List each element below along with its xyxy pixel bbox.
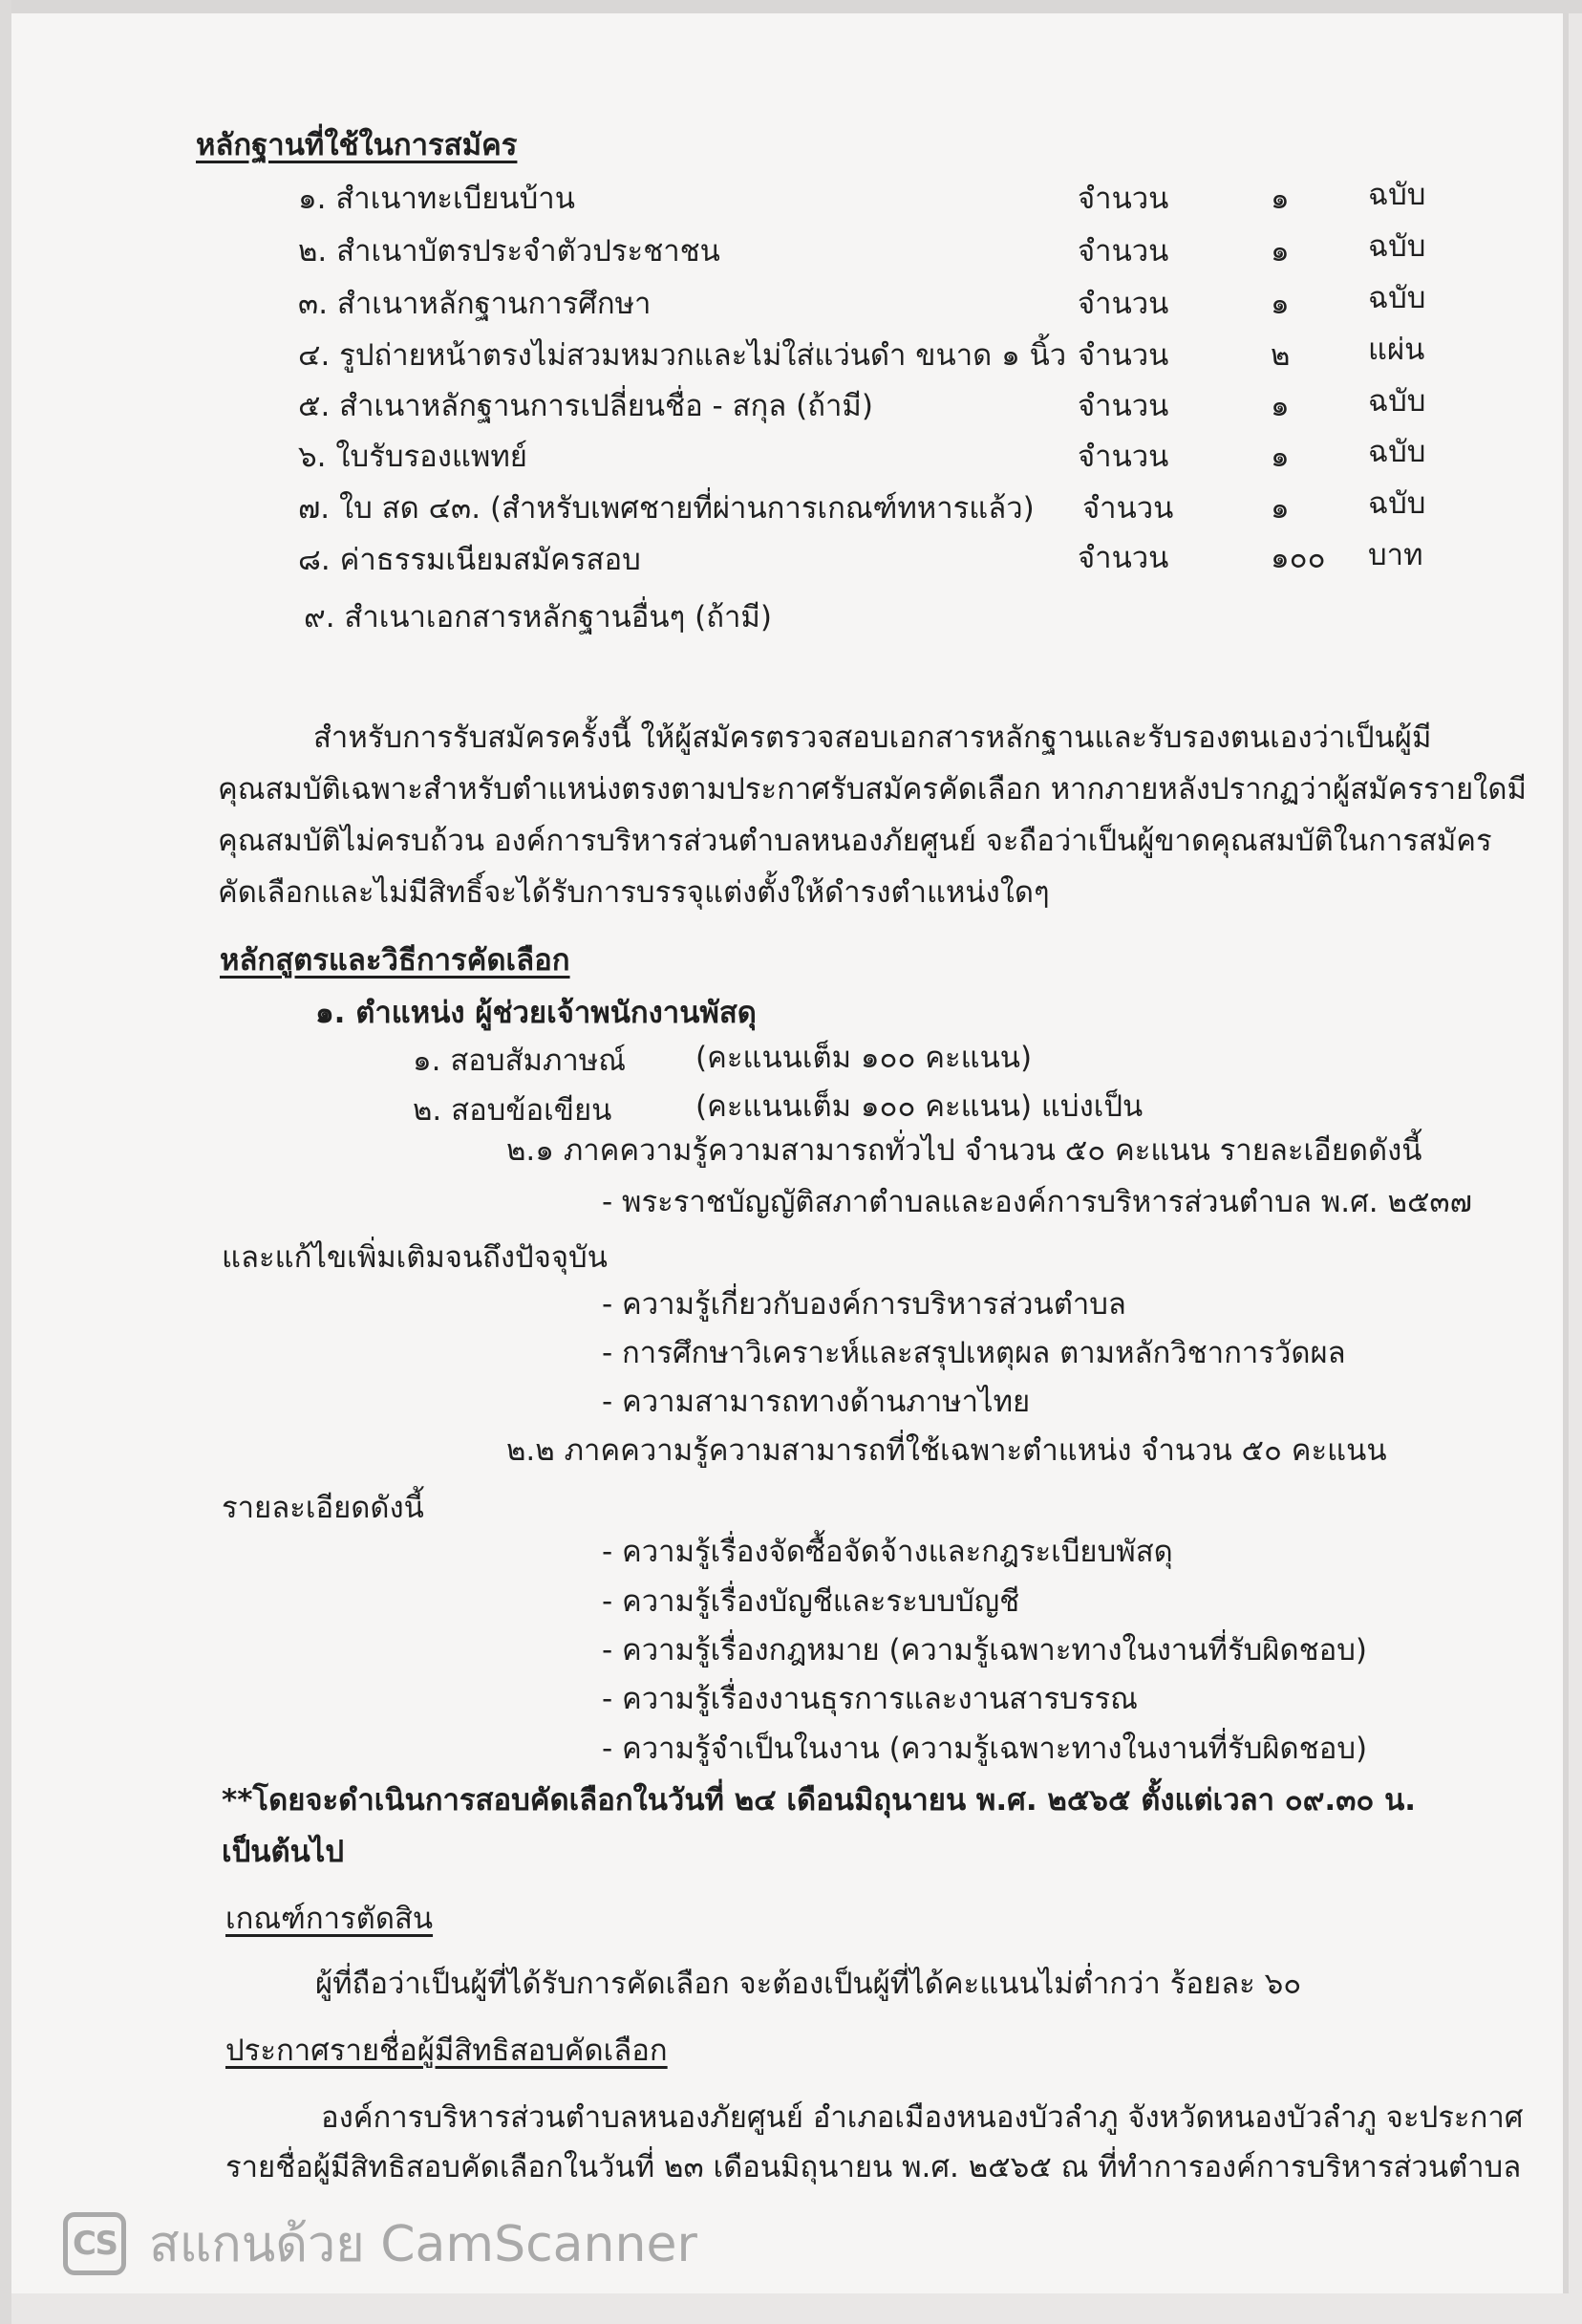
scan-edge-top — [0, 0, 1582, 13]
doc-item-unit: ฉบับ — [1368, 229, 1426, 264]
doc-item-qty-word: จำนวน — [1078, 182, 1169, 216]
watermark-text: สแกนด้วย CamScanner — [149, 2216, 697, 2273]
doc-item-qty-word: จำนวน — [1078, 389, 1169, 423]
scan-edge-left — [0, 0, 11, 2324]
heading-documents: หลักฐานที่ใช้ในการสมัคร — [196, 128, 518, 162]
heading-announce: ประกาศรายชื่อผู้มีสิทธิสอบคัดเลือก — [225, 2034, 668, 2068]
doc-item-unit: บาท — [1368, 538, 1423, 572]
doc-item-label: ๘. ค่าธรรมเนียมสมัครสอบ — [298, 543, 641, 577]
exam-date-line2: เป็นต้นไป — [222, 1835, 345, 1869]
doc-item-qty: ๑ — [1271, 182, 1290, 216]
doc-item-qty-word: จำนวน — [1078, 287, 1169, 321]
written-label: ๒. สอบข้อเขียน — [413, 1093, 612, 1128]
specific-item: - ความรู้เรื่องบัญชีและระบบบัญชี — [602, 1584, 1020, 1619]
doc-item-label: ๒. สำเนาบัตรประจำตัวประชาชน — [298, 234, 720, 269]
doc-item-qty-word: จำนวน — [1078, 234, 1169, 269]
doc-item-qty-word: จำนวน — [1078, 541, 1169, 575]
doc-item-label: ๓. สำเนาหลักฐานการศึกษา — [298, 287, 652, 321]
specific-item: - ความรู้จำเป็นในงาน (ความรู้เฉพาะทางในงานที่รับผิดชอบ) — [602, 1732, 1368, 1766]
doc-item-unit: แผ่น — [1368, 333, 1425, 367]
heading-criteria: หลักสูตรและวิธีการคัดเลือก — [220, 943, 570, 978]
doc-item-label: ๕. สำเนาหลักฐานการเปลี่ยนชื่อ - สกุล (ถ้ามี) — [298, 389, 873, 423]
doc-item-qty: ๑ — [1271, 287, 1290, 321]
paragraph-line: คุณสมบัติเฉพาะสำหรับตำแหน่งตรงตามประกาศรับสมัครคัดเลือก หากภายหลังปรากฏว่าผู้สมัครรายใดมี — [218, 772, 1527, 807]
camscanner-logo-icon: CS — [63, 2212, 126, 2275]
doc-item-unit: ฉบับ — [1368, 486, 1426, 521]
general-item: - การศึกษาวิเคราะห์และสรุปเหตุผล ตามหลักวิชาการวัดผล — [602, 1336, 1346, 1370]
doc-item-unit: ฉบับ — [1368, 435, 1426, 469]
paragraph-line: คัดเลือกและไม่มีสิทธิ์จะได้รับการบรรจุแต่งตั้งให้ดำรงตำแหน่งใดๆ — [218, 875, 1050, 910]
heading-decision: เกณฑ์การตัดสิน — [225, 1902, 434, 1936]
specific-heading-cont: รายละเอียดดังนี้ — [222, 1491, 424, 1525]
announce-line2: รายชื่อผู้มีสิทธิสอบคัดเลือกในวันที่ ๒๓ เดือนมิถุนายน พ.ศ. ๒๕๖๕ ณ ที่ทำการองค์การบริหารส่วนตำบล — [225, 2150, 1522, 2184]
specific-item: - ความรู้เรื่องจัดซื้อจัดจ้างและกฎระเบียบพัสดุ — [602, 1535, 1173, 1569]
doc-item-label: ๙. สำเนาเอกสารหลักฐานอื่นๆ (ถ้ามี) — [304, 600, 772, 635]
doc-item-qty-word: จำนวน — [1078, 440, 1169, 474]
paragraph-line: คุณสมบัติไม่ครบถ้วน องค์การบริหารส่วนตำบลหนองภัยศูนย์ จะถือว่าเป็นผู้ขาดคุณสมบัติในการสมัคร — [218, 824, 1492, 858]
exam-date-line1: **โดยจะดำเนินการสอบคัดเลือกในวันที่ ๒๔ เดือนมิถุนายน พ.ศ. ๒๕๖๕ ตั้งแต่เวลา ๐๙.๓๐ น. — [222, 1783, 1417, 1818]
paragraph-line: สำหรับการรับสมัครครั้งนี้ ให้ผู้สมัครตรวจสอบเอกสารหลักฐานและรับรองตนเองว่าเป็นผู้มี — [313, 721, 1432, 755]
general-heading: ๒.๑ ภาคความรู้ความสามารถทั่วไป จำนวน ๕๐ คะแนน รายละเอียดดังนี้ — [506, 1133, 1422, 1168]
camscanner-watermark — [63, 2204, 697, 2283]
doc-item-qty: ๑๐๐ — [1271, 541, 1326, 575]
doc-item-qty: ๒ — [1271, 338, 1291, 373]
position-title: ๑. ตำแหน่ง ผู้ช่วยเจ้าพนักงานพัสดุ — [315, 996, 757, 1030]
doc-item-label: ๔. รูปถ่ายหน้าตรงไม่สวมหมวกและไม่ใส่แว่นดำ ขนาด ๑ นิ้ว — [298, 338, 1067, 373]
written-score: (คะแนนเต็ม ๑๐๐ คะแนน) แบ่งเป็น — [695, 1089, 1144, 1124]
general-item: - ความรู้เกี่ยวกับองค์การบริหารส่วนตำบล — [602, 1287, 1126, 1322]
general-item: - ความสามารถทางด้านภาษาไทย — [602, 1385, 1031, 1419]
doc-item-qty-word: จำนวน — [1078, 338, 1169, 373]
doc-item-unit: ฉบับ — [1368, 281, 1426, 315]
decision-text: ผู้ที่ถือว่าเป็นผู้ที่ได้รับการคัดเลือก จะต้องเป็นผู้ที่ได้คะแนนไม่ต่ำกว่า ร้อยละ ๖๐ — [315, 1967, 1302, 2001]
general-first: - พระราชบัญญัติสภาตำบลและองค์การบริหารส่วนตำบล พ.ศ. ๒๕๓๗ — [602, 1185, 1472, 1219]
doc-item-qty: ๑ — [1271, 491, 1290, 526]
specific-item: - ความรู้เรื่องกฎหมาย (ความรู้เฉพาะทางในงานที่รับผิดชอบ) — [602, 1633, 1368, 1668]
doc-item-label: ๖. ใบรับรองแพทย์ — [298, 440, 527, 474]
doc-item-qty-word: จำนวน — [1082, 491, 1174, 526]
specific-item: - ความรู้เรื่องงานธุรการและงานสารบรรณ — [602, 1682, 1138, 1716]
doc-item-qty: ๑ — [1271, 440, 1290, 474]
announce-line1: องค์การบริหารส่วนตำบลหนองภัยศูนย์ อำเภอเมืองหนองบัวลำภู จังหวัดหนองบัวลำภู จะประกาศ — [321, 2100, 1524, 2135]
interview-label: ๑. สอบสัมภาษณ์ — [413, 1044, 626, 1078]
doc-item-qty: ๑ — [1271, 234, 1290, 269]
doc-item-label: ๑. สำเนาทะเบียนบ้าน — [298, 182, 575, 216]
interview-score: (คะแนนเต็ม ๑๐๐ คะแนน) — [695, 1041, 1033, 1075]
doc-item-unit: ฉบับ — [1368, 384, 1426, 419]
doc-item-label: ๗. ใบ สด ๔๓. (สำหรับเพศชายที่ผ่านการเกณฑ์ทหารแล้ว) — [298, 491, 1035, 526]
specific-heading: ๒.๒ ภาคความรู้ความสามารถที่ใช้เฉพาะตำแหน่ง จำนวน ๕๐ คะแนน — [506, 1433, 1387, 1468]
doc-item-unit: ฉบับ — [1368, 178, 1426, 212]
doc-item-qty: ๑ — [1271, 389, 1290, 423]
general-first-cont: และแก้ไขเพิ่มเติมจนถึงปัจจุบัน — [222, 1240, 608, 1275]
